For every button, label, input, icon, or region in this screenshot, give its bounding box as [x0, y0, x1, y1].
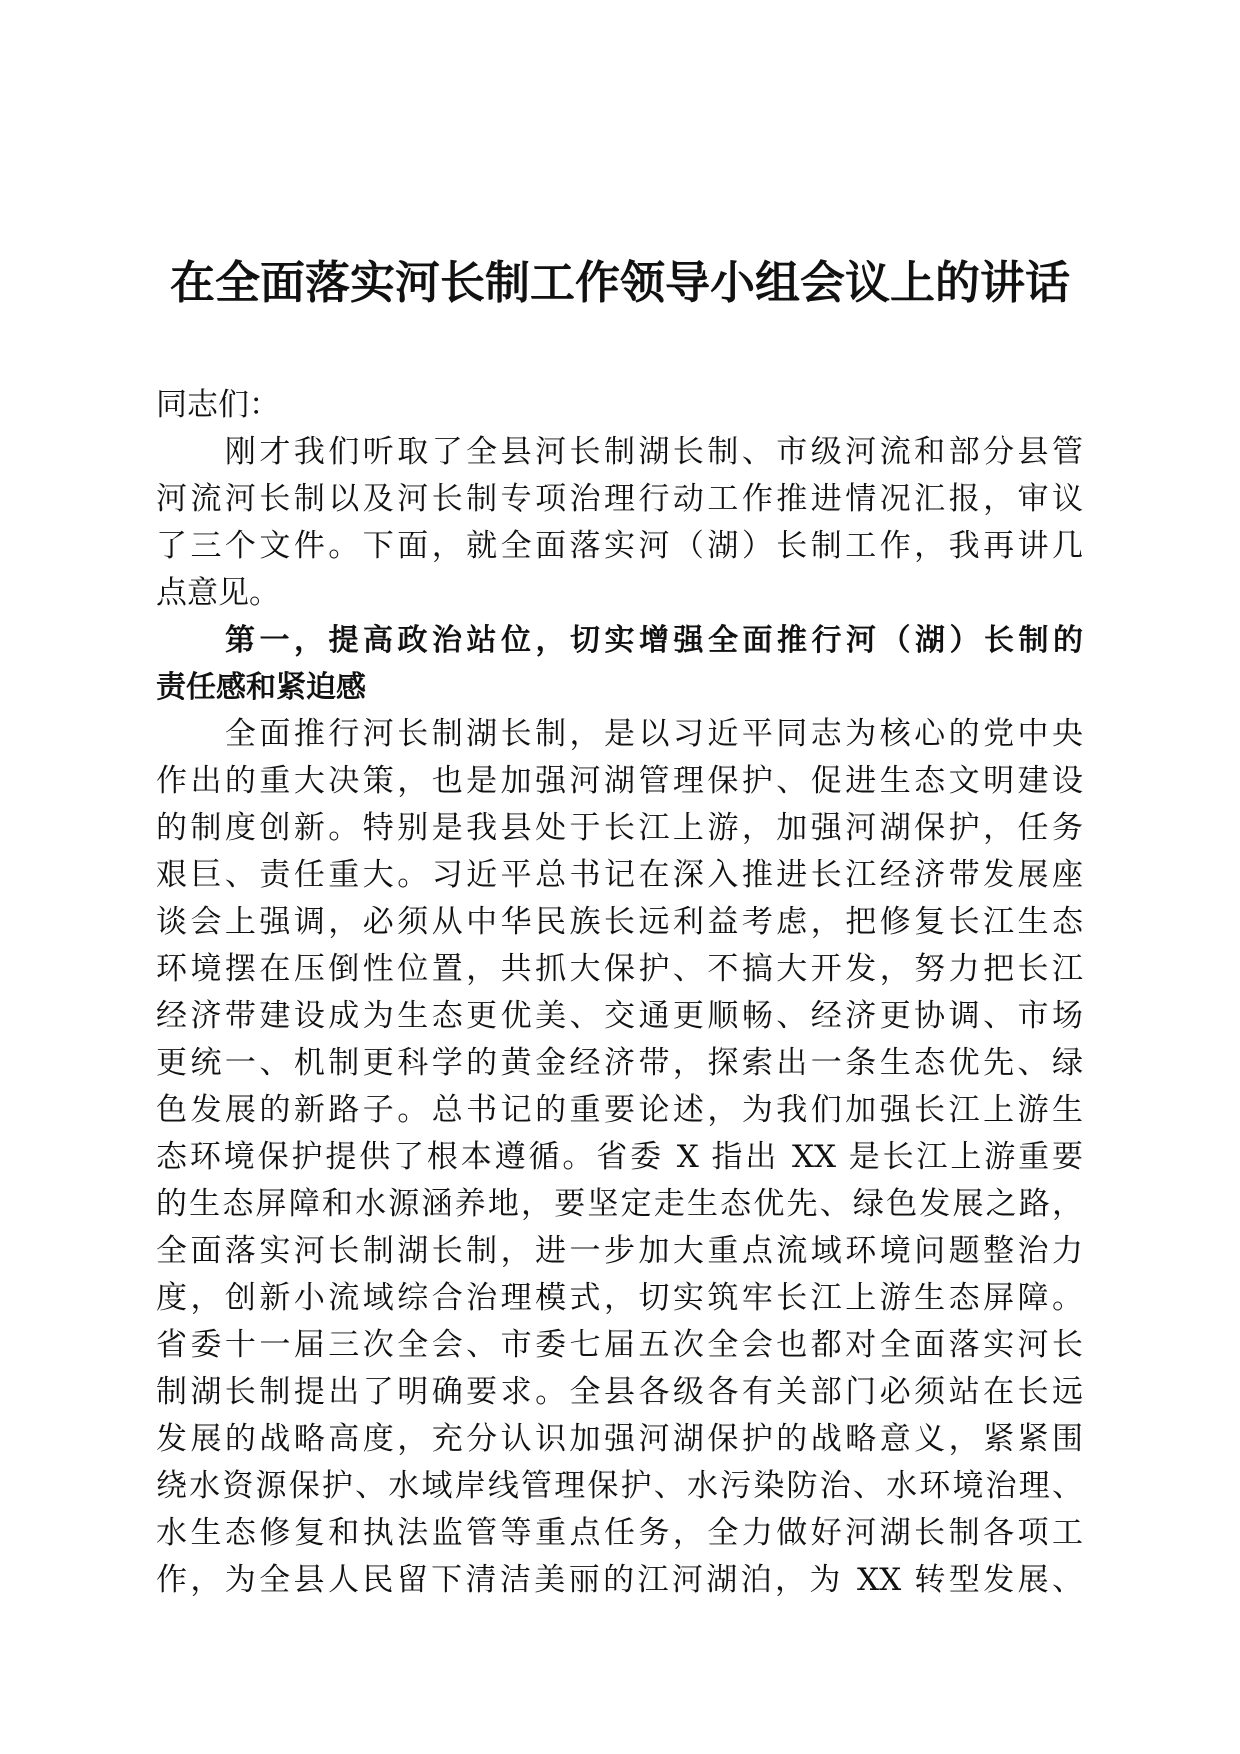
body-text-line: 了三个文件。下面，就全面落实河（湖）长制工作，我再讲几 — [156, 528, 1083, 564]
body-text-line: 点意见。 — [156, 575, 280, 611]
body-text-line: 全面落实河长制湖长制，进一步加大重点流域环境问题整治力 — [156, 1233, 1083, 1269]
body-text-line: 艰巨、责任重大。习近平总书记在深入推进长江经济带发展座 — [156, 857, 1083, 893]
paragraph-lines — [156, 429, 1083, 1604]
body-text-line: 发展的战略高度，充分认识加强河湖保护的战略意义，紧紧围 — [156, 1421, 1083, 1457]
body-text-line: 的制度创新。特别是我县处于长江上游，加强河湖保护，任务 — [156, 810, 1083, 846]
body-text-line: 的生态屏障和水源涵养地，要坚定走生态优先、绿色发展之路， — [156, 1186, 1083, 1222]
document-title: 在全面落实河长制工作领导小组会议上的讲话 — [169, 256, 1070, 309]
section-heading-line: 责任感和紧迫感 — [156, 670, 366, 705]
document-body — [156, 382, 1083, 1604]
body-text-line: 谈会上强调，必须从中华民族长远利益考虑，把修复长江生态 — [156, 904, 1083, 940]
body-text-line: 省委十一届三次全会、市委七届五次全会也都对全面落实河长 — [156, 1327, 1083, 1363]
body-text-line: 环境摆在压倒性位置，共抓大保护、不搞大开发，努力把长江 — [156, 951, 1083, 987]
body-text-line: 色发展的新路子。总书记的重要论述，为我们加强长江上游生 — [156, 1092, 1083, 1128]
body-text-line: 全面推行河长制湖长制，是以习近平同志为核心的党中央 — [156, 716, 1083, 752]
body-text-line: 制湖长制提出了明确要求。全县各级各有关部门必须站在长远 — [156, 1374, 1083, 1410]
body-text-line: 更统一、机制更科学的黄金经济带，探索出一条生态优先、绿 — [156, 1045, 1083, 1081]
body-text-line: 作出的重大决策，也是加强河湖管理保护、促进生态文明建设 — [156, 763, 1083, 799]
body-text-line: 度，创新小流域综合治理模式，切实筑牢长江上游生态屏障。 — [156, 1280, 1083, 1316]
body-text-line: 作，为全县人民留下清洁美丽的江河湖泊，为 XX 转型发展、 — [156, 1562, 1083, 1598]
body-text-line: 经济带建设成为生态更优美、交通更顺畅、经济更协调、市场 — [156, 998, 1083, 1034]
body-text-line: 河流河长制以及河长制专项治理行动工作推进情况汇报，审议 — [156, 481, 1083, 517]
body-text-line: 水生态修复和执法监管等重点任务，全力做好河湖长制各项工 — [156, 1515, 1083, 1551]
salutation: 同志们： — [156, 387, 280, 423]
body-text-line: 绕水资源保护、水域岸线管理保护、水污染防治、水环境治理、 — [156, 1468, 1083, 1504]
body-text-line: 刚才我们听取了全县河长制湖长制、市级河流和部分县管 — [156, 434, 1083, 470]
section-heading-line: 第一，提高政治站位，切实增强全面推行河（湖）长制的 — [156, 623, 1083, 658]
body-text-line: 态环境保护提供了根本遵循。省委 X 指出 XX 是长江上游重要 — [156, 1139, 1083, 1175]
